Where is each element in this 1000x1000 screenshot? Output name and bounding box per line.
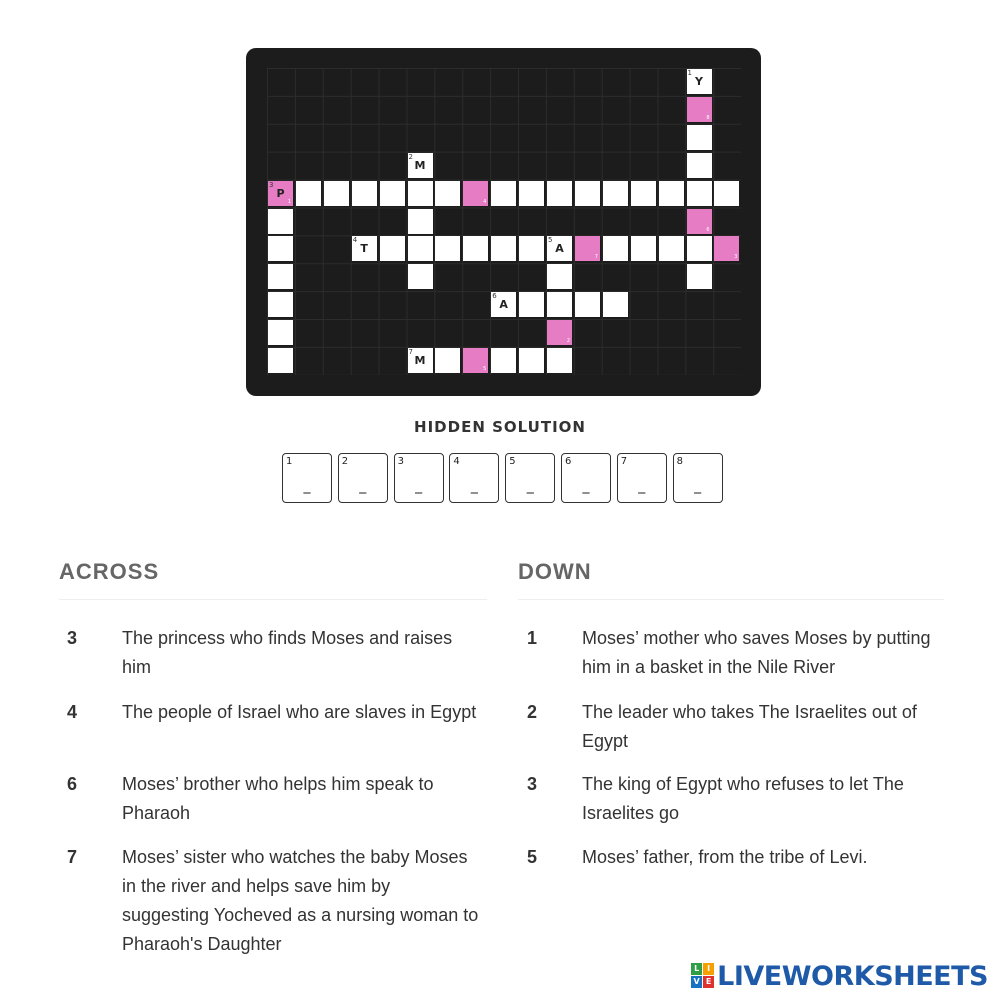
crossword-cell[interactable] [687,181,712,206]
crossword-cell[interactable] [575,181,600,206]
crossword-cell[interactable] [687,209,712,234]
solution-box[interactable] [394,453,444,503]
clue-number: 6 [67,774,78,794]
cell-number: 7 [408,348,413,356]
crossword-cell[interactable] [352,181,377,206]
cell-number: 3 [269,180,274,189]
logo-blocks-icon [691,963,715,989]
crossword-cell[interactable] [714,181,739,206]
solution-index: 8 [706,114,710,121]
crossword-cell[interactable] [631,236,656,261]
clue-number: 1 [527,628,538,648]
crossword-cell[interactable] [519,292,544,317]
crossword-cell[interactable] [491,236,516,261]
crossword-cell[interactable] [435,236,460,261]
crossword-cell[interactable] [687,125,712,150]
crossword-cell[interactable] [408,264,433,289]
solution-box-value: _ [359,478,367,494]
crossword-cell[interactable] [575,236,600,261]
down-heading: DOWN [518,559,592,584]
solution-box[interactable] [505,453,555,503]
crossword-cell[interactable] [268,209,293,234]
solution-box-number: 1 [286,456,293,467]
clue-text: The leader who takes The Israelites out of Egypt [582,702,917,751]
crossword-cell[interactable] [380,236,405,261]
crossword-cell[interactable] [296,181,321,206]
solution-box-value: _ [415,478,423,494]
crossword-cell[interactable] [408,209,433,234]
crossword-cell[interactable] [603,292,628,317]
crossword-cell[interactable] [268,320,293,345]
crossword-cell[interactable] [268,292,293,317]
clue-text: Moses’ brother who helps him speak to Pharaoh [122,774,434,823]
crossword-cell-start-5[interactable] [547,236,572,261]
solution-box-number: 8 [676,456,683,467]
solution-box[interactable] [449,453,499,503]
solution-box[interactable] [561,453,611,503]
solution-box-number: 5 [509,456,516,467]
solution-index: 2 [566,338,570,345]
logo-block: V [691,976,702,988]
crossword-cell[interactable] [491,348,516,373]
crossword-cell[interactable] [463,181,488,206]
solution-index: 1 [287,198,291,205]
solution-box-number: 4 [453,456,460,467]
solution-box-value: _ [638,478,646,494]
clue-text: Moses’ sister who watches the baby Moses in the river and helps save him by suggesting Yocheved as a nursing woman to Pharaoh's Daughter [122,847,479,954]
clue-text: The king of Egypt who refuses to let The Israelites go [582,774,904,823]
crossword-cell[interactable] [519,348,544,373]
logo-block: I [703,963,714,975]
solution-box-value: _ [694,478,702,494]
crossword-cell[interactable] [547,181,572,206]
solution-box[interactable] [282,453,332,503]
solution-box-value: _ [303,478,311,494]
solution-box-number: 3 [397,456,404,467]
crossword-grid [267,68,741,375]
crossword-cell[interactable] [435,348,460,373]
crossword-cell[interactable] [687,264,712,289]
solution-box[interactable] [617,453,667,503]
crossword-cell[interactable] [547,348,572,373]
logo-block: E [703,976,714,988]
crossword-cell-start-1[interactable] [687,69,712,94]
crossword-cell[interactable] [603,181,628,206]
crossword-cell-start-6[interactable] [491,292,516,317]
cell-number: 4 [352,236,358,245]
crossword-cell-start-4[interactable] [352,236,377,261]
cell-number: 5 [548,236,553,245]
crossword-cell[interactable] [714,236,739,261]
solution-index: 6 [706,226,710,233]
crossword-cell[interactable] [519,236,544,261]
crossword-cell[interactable] [547,264,572,289]
crossword-cell[interactable] [659,181,684,206]
crossword-cell[interactable] [268,264,293,289]
crossword-cell[interactable] [268,348,293,373]
clue-number: 4 [67,702,78,722]
clue-text: Moses’ father, from the tribe of Levi. [582,847,868,867]
cell-letter: M [414,158,426,172]
crossword-cell-start-7[interactable] [408,348,433,373]
crossword-cell[interactable] [687,153,712,178]
liveworksheets-logo[interactable] [691,958,988,994]
down-divider [518,599,944,600]
clue-number: 7 [67,847,78,867]
cell-letter: Y [695,75,703,88]
clue-text: Moses’ mother who saves Moses by putting him in a basket in the Nile River [582,628,931,677]
crossword-cell[interactable] [268,236,293,261]
crossword-cell[interactable] [408,236,433,261]
across-divider [59,599,487,600]
solution-index: 4 [483,198,487,205]
solution-box[interactable] [338,453,388,503]
solution-index: 3 [734,254,738,261]
crossword-cell-start-3[interactable] [268,181,293,206]
crossword-cell[interactable] [575,292,600,317]
crossword-cell[interactable] [519,181,544,206]
crossword-cell[interactable] [603,236,628,261]
solution-box-number: 2 [341,456,349,467]
crossword-cell[interactable] [324,181,349,206]
crossword-cell[interactable] [687,97,712,122]
solution-index: 7 [594,254,598,261]
across-heading: ACROSS [59,559,160,584]
clue-text: The people of Israel who are slaves in Egypt [122,702,477,722]
crossword-cell[interactable] [463,348,488,373]
crossword-cell[interactable] [687,236,712,261]
cell-number: 6 [492,292,497,301]
cell-letter: T [360,242,368,256]
brand-text: LIVEWORKSHEETS [717,960,988,992]
solution-box[interactable] [673,453,723,503]
cell-letter: A [555,242,564,256]
solution-index: 5 [483,366,487,372]
crossword-cell[interactable] [408,181,433,206]
crossword-cell[interactable] [463,236,488,261]
hidden-solution-title: HIDDEN SOLUTION [414,418,586,436]
crossword-cell[interactable] [380,181,405,206]
crossword-cell[interactable] [435,181,460,206]
crossword-cell[interactable] [631,181,656,206]
solution-box-value: _ [470,478,478,494]
clue-number: 3 [527,774,538,794]
clue-number: 3 [67,628,78,648]
cell-number: 2 [408,152,413,161]
clue-text: The princess who finds Moses and raises him [122,628,453,677]
crossword-cell[interactable] [659,236,684,261]
cell-number: 1 [687,69,692,77]
clue-number: 5 [527,847,538,867]
solution-box-value: _ [582,478,590,494]
crossword-cell[interactable] [547,292,572,317]
solution-box-number: 6 [565,456,572,467]
cell-letter: A [499,298,508,312]
logo-block: L [691,963,702,975]
cell-letter: P [276,186,285,200]
clue-number: 2 [527,702,538,722]
crossword-cell[interactable] [547,320,572,345]
crossword-cell[interactable] [491,181,516,206]
solution-box-value: _ [526,478,534,494]
cell-letter: M [414,354,426,367]
crossword-cell-start-2[interactable] [408,153,433,178]
solution-box-number: 7 [620,456,628,467]
